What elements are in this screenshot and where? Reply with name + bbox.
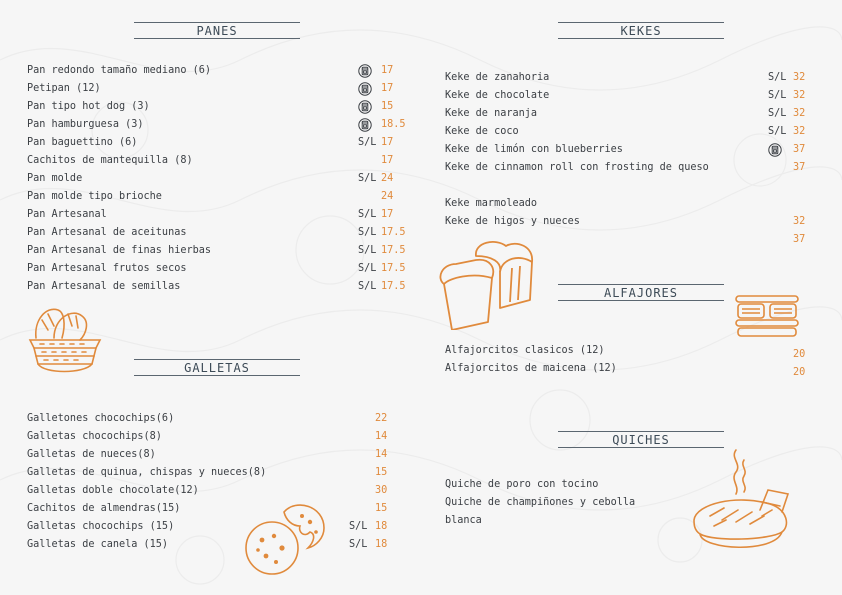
- item-name: Galletas doble chocolate(12): [27, 485, 199, 496]
- item-price: 24: [381, 191, 394, 202]
- item-price: 20: [793, 349, 806, 360]
- item-price: 17: [381, 155, 394, 166]
- bread-loaf-icon: [436, 238, 540, 330]
- currency-tag: S/L: [349, 539, 368, 550]
- item-price: 17.5: [381, 227, 406, 238]
- currency-tag: S/L: [768, 72, 787, 83]
- menu-item: [27, 410, 397, 428]
- menu-item: [27, 80, 417, 98]
- item-name: Galletas de quinua, chispas y nueces(8): [27, 467, 267, 478]
- item-price: 17: [381, 209, 394, 220]
- currency-tag: S/L: [358, 173, 377, 184]
- item-price: 17: [381, 83, 394, 94]
- menu-item: [445, 476, 685, 494]
- item-name: Galletas de nueces(8): [27, 449, 156, 460]
- menu-item: [27, 518, 397, 536]
- cookies-icon: [244, 498, 328, 578]
- item-price: 18.5: [381, 119, 406, 130]
- item-price: 17.5: [381, 281, 406, 292]
- item-name: Pan redondo tamaño mediano (6): [27, 65, 212, 76]
- menu-item: [445, 342, 815, 360]
- item-name: Keke de zanahoria: [445, 72, 550, 83]
- item-name: Pan Artesanal: [27, 209, 107, 220]
- currency-tag: S/L: [768, 90, 787, 101]
- menu-item: [27, 242, 417, 260]
- item-price: 32: [793, 90, 806, 101]
- item-name: Galletones chocochips(6): [27, 413, 175, 424]
- item-price: 24: [381, 173, 394, 184]
- item-name: Pan Artesanal frutos secos: [27, 263, 187, 274]
- item-price: 15: [375, 503, 388, 514]
- item-price: 18: [375, 521, 388, 532]
- menu-item: [27, 260, 417, 278]
- item-price: 18: [375, 539, 388, 550]
- menu-item: [445, 141, 815, 159]
- item-name: Keke de limón con blueberries: [445, 144, 623, 155]
- menu-item: [27, 278, 417, 296]
- menu-item: [27, 446, 397, 464]
- kekes-title: KEKES: [558, 22, 724, 39]
- menu-item: [27, 536, 397, 554]
- menu-item: [445, 195, 815, 213]
- item-price: 14: [375, 431, 388, 442]
- item-name: Pan hamburguesa (3): [27, 119, 144, 130]
- item-name: Pan Artesanal de finas hierbas: [27, 245, 212, 256]
- menu-item: [445, 87, 815, 105]
- menu-item: [445, 213, 815, 231]
- item-name: Keke marmoleado: [445, 198, 538, 209]
- item-price: 37: [793, 234, 806, 245]
- item-name: Keke de higos y nueces: [445, 216, 580, 227]
- item-price: 37: [793, 144, 806, 155]
- item-name: Keke de chocolate: [445, 90, 550, 101]
- quiche-icon: [690, 446, 794, 566]
- item-price: 32: [793, 216, 806, 227]
- item-name: Pan Artesanal de aceitunas: [27, 227, 187, 238]
- bread-basket-icon: [24, 300, 104, 380]
- menu-item: [445, 105, 815, 123]
- item-price: 17: [381, 137, 394, 148]
- item-price: 37: [793, 162, 806, 173]
- alfajores-stack-icon: [732, 292, 802, 340]
- item-price: 30: [375, 485, 388, 496]
- item-price: 32: [793, 72, 806, 83]
- item-name: Quiche de poro con tocino: [445, 479, 599, 490]
- currency-tag: S/L: [349, 521, 368, 532]
- item-name: Cachitos de almendras(15): [27, 503, 181, 514]
- item-name: Quiche de champiñones y cebolla blanca: [445, 497, 636, 526]
- item-name: Pan baguettino (6): [27, 137, 138, 148]
- item-name: Pan molde: [27, 173, 83, 184]
- item-price: 17.5: [381, 263, 406, 274]
- galletas-title: GALLETAS: [134, 359, 300, 376]
- currency-tag: S/L: [358, 281, 377, 292]
- item-name: Pan tipo hot dog (3): [27, 101, 150, 112]
- menu-item: [27, 152, 417, 170]
- currency-tag: S/L: [358, 263, 377, 274]
- item-name: Keke de cinnamon roll con frosting de queso: [445, 162, 709, 173]
- menu-item: [445, 494, 685, 526]
- currency-tag: S/L: [358, 245, 377, 256]
- menu-item: [27, 134, 417, 152]
- menu-item: [445, 69, 815, 87]
- item-price: 15: [375, 467, 388, 478]
- menu-item: [27, 170, 417, 188]
- menu-item: [27, 188, 417, 206]
- menu-item: [27, 206, 417, 224]
- menu-item: [27, 224, 417, 242]
- item-name: Cachitos de mantequilla (8): [27, 155, 193, 166]
- item-price: 32: [793, 108, 806, 119]
- item-price: 17.5: [381, 245, 406, 256]
- menu-item: [445, 123, 815, 141]
- item-price: 32: [793, 126, 806, 137]
- item-price: 22: [375, 413, 388, 424]
- menu-item: [27, 500, 397, 518]
- currency-tag: S/L: [768, 108, 787, 119]
- currency-tag: S/L: [358, 227, 377, 238]
- menu-item: [27, 116, 417, 134]
- item-name: Galletas chocochips(8): [27, 431, 162, 442]
- menu-item: [27, 464, 397, 482]
- menu-item: [27, 428, 397, 446]
- currency-tag: S/L: [358, 137, 377, 148]
- item-price: 20: [793, 367, 806, 378]
- menu-item: [27, 62, 417, 80]
- item-price: 14: [375, 449, 388, 460]
- item-name: Alfajorcitos clasicos (12): [445, 345, 605, 356]
- item-name: Pan molde tipo brioche: [27, 191, 162, 202]
- panes-title: PANES: [134, 22, 300, 39]
- quiches-title: QUICHES: [558, 431, 724, 448]
- currency-tag: S/L: [358, 209, 377, 220]
- item-name: Galletas chocochips (15): [27, 521, 175, 532]
- menu-item: [445, 159, 815, 177]
- item-name: Galletas de canela (15): [27, 539, 169, 550]
- item-price: 15: [381, 101, 394, 112]
- menu-item: [27, 482, 397, 500]
- menu-item: [27, 98, 417, 116]
- currency-tag: S/L: [768, 126, 787, 137]
- alfajores-title: ALFAJORES: [558, 284, 724, 301]
- item-price: 17: [381, 65, 394, 76]
- item-name: Alfajorcitos de maicena (12): [445, 363, 617, 374]
- item-name: Keke de coco: [445, 126, 519, 137]
- item-name: Pan Artesanal de semillas: [27, 281, 181, 292]
- menu-item: [445, 360, 815, 378]
- item-name: Keke de naranja: [445, 108, 538, 119]
- item-name: Petipan (12): [27, 83, 101, 94]
